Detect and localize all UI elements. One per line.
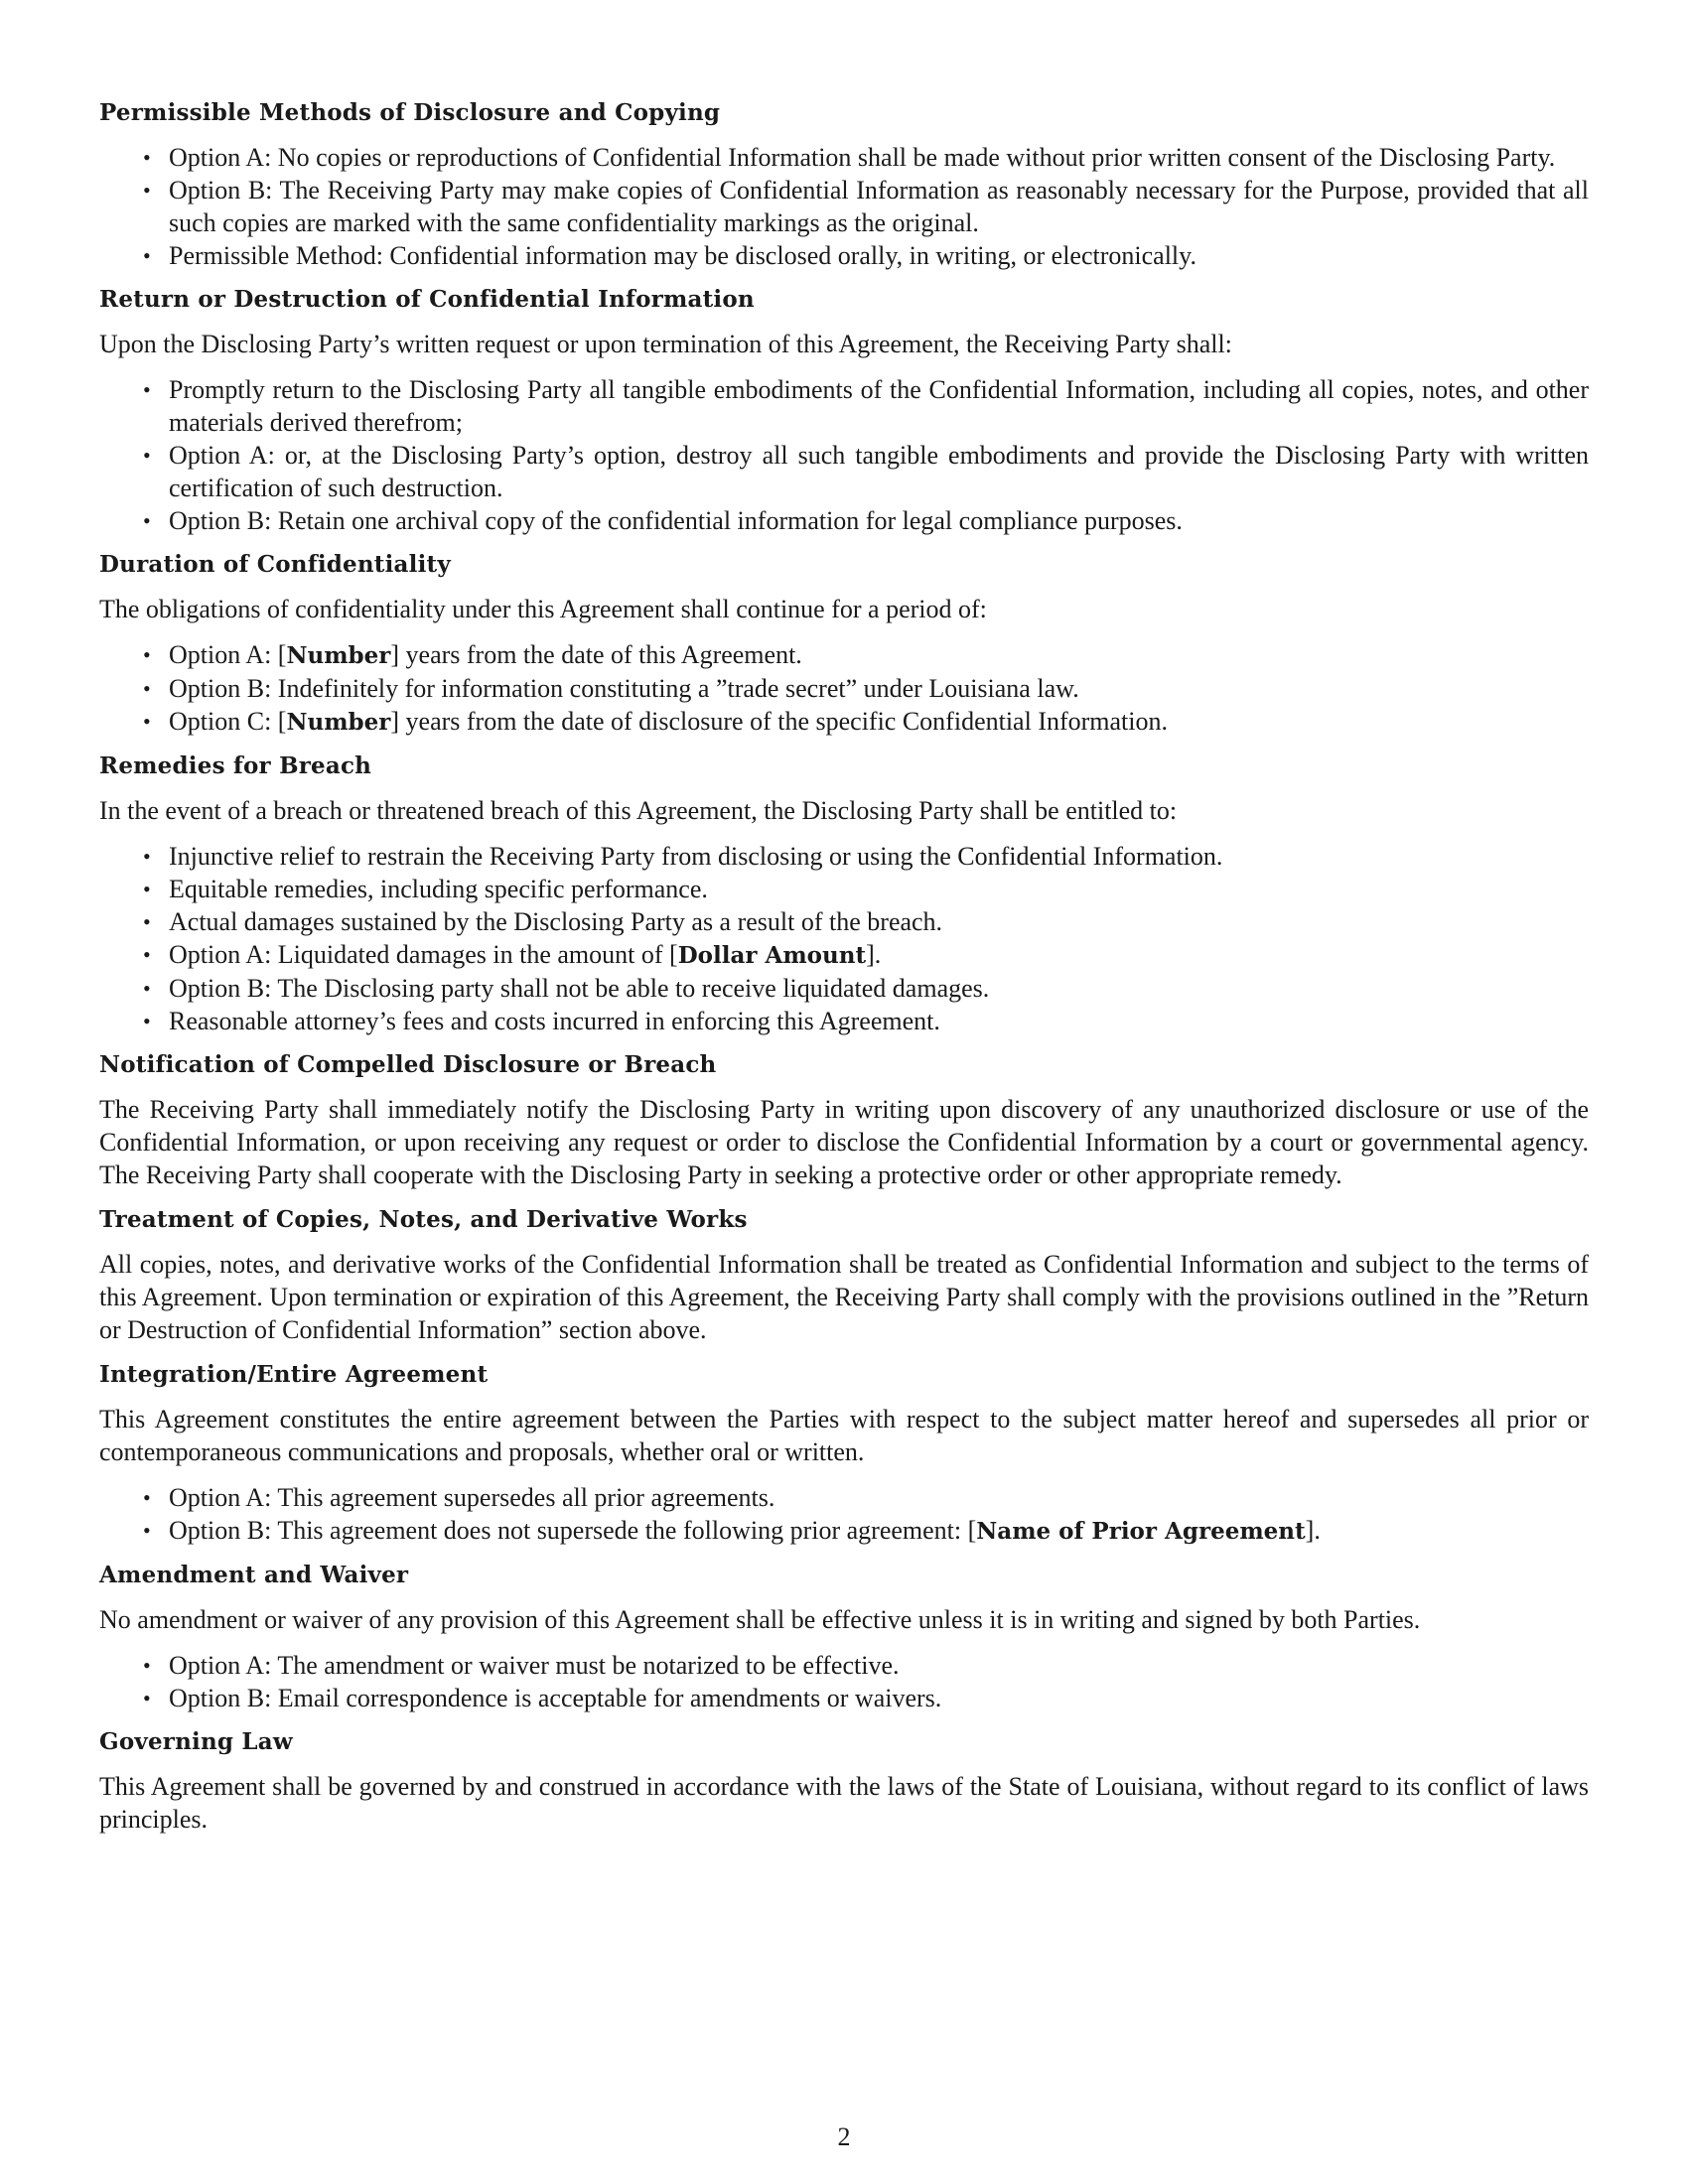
- section-intro: Upon the Disclosing Party’s written request or upon termination of this Agreement, the Receiving Party shall:: [99, 330, 1232, 358]
- bullet-icon: •: [143, 942, 151, 967]
- list-item: • Option A: The amendment or waiver must be notarized to be effective.: [143, 1651, 900, 1680]
- list-item: • Reasonable attorney’s fees and costs incurred in enforcing this Agreement.: [143, 1007, 940, 1035]
- list-item: • Option B: The Receiving Party may make copies of Confidential Information as reasonably necessary for the Purpose, provided that all such copies are marked with the same confidentiality markings as the original.: [143, 176, 1589, 237]
- bullet-icon: •: [143, 877, 151, 901]
- section-heading-permissible-methods: Permissible Methods of Disclosure and Copying: [99, 99, 721, 126]
- list-item: • Equitable remedies, including specific performance.: [143, 875, 708, 903]
- list-item: • Permissible Method: Confidential information may be disclosed orally, in writing, or electronically.: [143, 241, 1196, 270]
- list-item: • Option B: Indefinitely for information constituting a ”trade secret” under Louisiana law.: [143, 674, 1079, 703]
- placeholder-field: Name of Prior Agreement: [976, 1518, 1306, 1545]
- section-heading-treatment-copies: Treatment of Copies, Notes, and Derivative Works: [99, 1206, 748, 1233]
- bullet-icon: •: [143, 1518, 151, 1543]
- duration-list: [99, 638, 1589, 739]
- list-item: • Promptly return to the Disclosing Party all tangible embodiments of the Confidential Information, including all copies, notes, and other materials derived therefrom;: [143, 375, 1589, 437]
- integration-list: [99, 1481, 1589, 1548]
- bullet-icon: •: [143, 377, 151, 402]
- list-item: • Option A: No copies or reproductions of Confidential Information shall be made without prior written consent of the Disclosing Party.: [143, 143, 1556, 172]
- remedies-list: [99, 840, 1589, 1037]
- bullet-icon: •: [143, 909, 151, 934]
- list-item: • Option B: This agreement does not supersede the following prior agreement: [Name of Prior Agreement].: [143, 1516, 1321, 1545]
- list-item: • Option B: Email correspondence is acceptable for amendments or waivers.: [143, 1684, 942, 1712]
- bullet-icon: •: [143, 145, 151, 170]
- section-heading-amendment: Amendment and Waiver: [99, 1562, 409, 1588]
- list-item: • Option A: This agreement supersedes all prior agreements.: [143, 1483, 775, 1512]
- amendment-list: [99, 1649, 1589, 1714]
- bullet-icon: •: [143, 443, 151, 468]
- list-item: • Option B: Retain one archival copy of the confidential information for legal compliance purposes.: [143, 506, 1183, 535]
- list-item: • Option A: Liquidated damages in the amount of [Dollar Amount].: [143, 940, 882, 969]
- placeholder-field: Number: [286, 642, 391, 669]
- bullet-icon: •: [143, 709, 151, 734]
- list-item: • Actual damages sustained by the Disclosing Party as a result of the breach.: [143, 907, 943, 936]
- section-heading-return-destruction: Return or Destruction of Confidential Information: [99, 286, 755, 313]
- bullet-icon: •: [143, 178, 151, 203]
- bullet-icon: •: [143, 642, 151, 667]
- list-item: • Injunctive relief to restrain the Receiving Party from disclosing or using the Confidential Information.: [143, 842, 1223, 871]
- document-page: [99, 97, 1589, 1848]
- section-heading-remedies: Remedies for Breach: [99, 752, 372, 779]
- section-body: The Receiving Party shall immediately notify the Disclosing Party in writing upon discovery of any unauthorized disclosure or use of the Confidential Information, or upon receiving any request or order to disclose the Confidential Information by a court or governmental agency. The Receiving Party shall cooperate with the Disclosing Party in seeking a protective order or other appropriate remedy.: [99, 1095, 1589, 1189]
- section-intro: In the event of a breach or threatened breach of this Agreement, the Disclosing Party shall be entitled to:: [99, 796, 1178, 825]
- section-intro: The obligations of confidentiality under this Agreement shall continue for a period of:: [99, 595, 987, 623]
- bullet-icon: •: [143, 1686, 151, 1710]
- section-body: All copies, notes, and derivative works of the Confidential Information shall be treated as Confidential Information and subject to the terms of this Agreement. Upon termination or expiration of this Agreement, the Receiving Party shall comply with the provisions outlined in the ”Return or Destruction of Confidential Information” section above.: [99, 1250, 1589, 1344]
- permissible-methods-list: [99, 141, 1589, 272]
- section-heading-notification: Notification of Compelled Disclosure or Breach: [99, 1051, 717, 1078]
- bullet-icon: •: [143, 976, 151, 1001]
- section-heading-duration: Duration of Confidentiality: [99, 551, 451, 578]
- page-number: 2: [837, 2122, 851, 2151]
- list-item: • Option A: or, at the Disclosing Party’s option, destroy all such tangible embodiments and provide the Disclosing Party with written certification of such destruction.: [143, 441, 1589, 502]
- placeholder-field: Number: [286, 709, 391, 736]
- list-item: • Option B: The Disclosing party shall not be able to receive liquidated damages.: [143, 974, 990, 1003]
- section-body: This Agreement shall be governed by and construed in accordance with the laws of the State of Louisiana, without regard to its conflict of laws principles.: [99, 1772, 1589, 1834]
- section-body: No amendment or waiver of any provision of this Agreement shall be effective unless it is in writing and signed by both Parties.: [99, 1605, 1421, 1634]
- section-body: This Agreement constitutes the entire agreement between the Parties with respect to the subject matter hereof and supersedes all prior or contemporaneous communications and proposals, whether oral or written.: [99, 1405, 1589, 1466]
- bullet-icon: •: [143, 508, 151, 533]
- bullet-icon: •: [143, 1009, 151, 1033]
- list-item: • Option C: [Number] years from the date of disclosure of the specific Confidential Information.: [143, 707, 1169, 736]
- bullet-icon: •: [143, 1485, 151, 1510]
- bullet-icon: •: [143, 844, 151, 869]
- bullet-icon: •: [143, 676, 151, 701]
- list-item: • Option A: [Number] years from the date of this Agreement.: [143, 640, 802, 669]
- bullet-icon: •: [143, 1653, 151, 1678]
- bullet-icon: •: [143, 243, 151, 268]
- return-destruction-list: [99, 373, 1589, 537]
- section-heading-integration: Integration/Entire Agreement: [99, 1361, 489, 1388]
- section-heading-governing-law: Governing Law: [99, 1728, 293, 1755]
- placeholder-field: Dollar Amount: [677, 942, 867, 969]
